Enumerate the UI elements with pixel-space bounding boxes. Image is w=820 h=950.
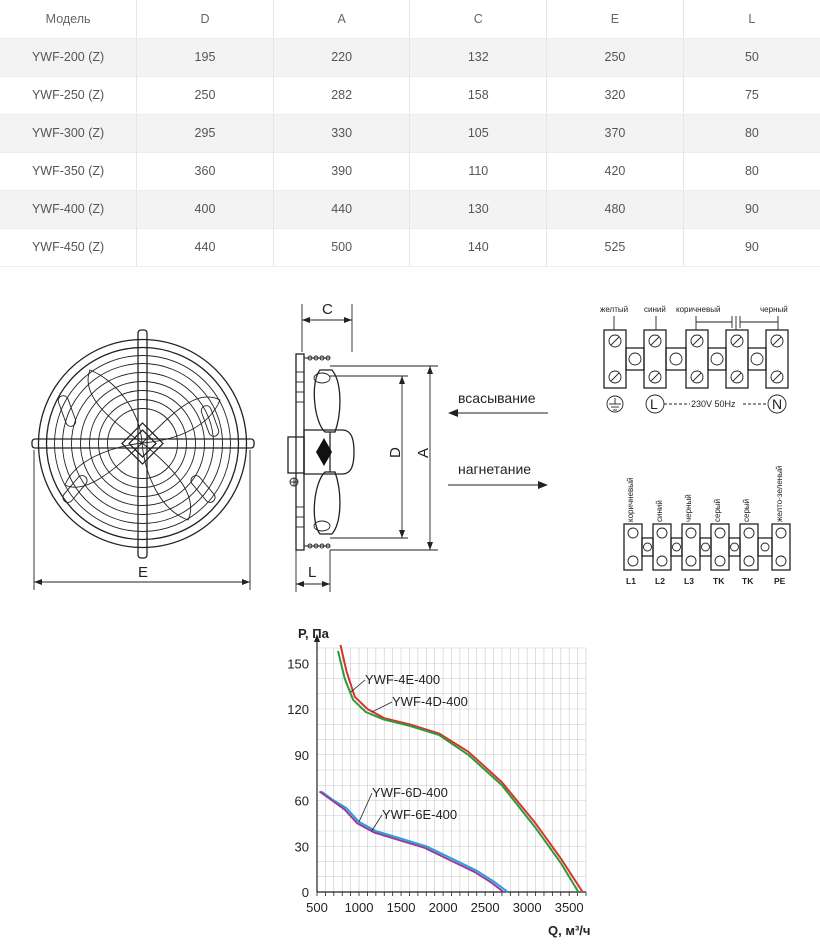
table-row <box>0 114 820 152</box>
y-tick-label: 120 <box>287 702 309 717</box>
cell-model: YWF-300 (Z) <box>0 114 137 152</box>
cell-model: YWF-200 (Z) <box>0 38 137 76</box>
cell-model: YWF-450 (Z) <box>0 228 137 266</box>
discharge-label: нагнетание <box>458 461 532 477</box>
table-row <box>0 152 820 190</box>
table-row <box>0 76 820 114</box>
cell-d: 195 <box>137 38 274 76</box>
cell-e: 320 <box>547 76 684 114</box>
y-tick-label: 30 <box>294 839 309 855</box>
cell-a: 282 <box>273 76 410 114</box>
series-label: YWF-6D-400 <box>372 785 448 800</box>
header-model: Модель <box>0 0 137 38</box>
series-label: YWF-6E-400 <box>382 807 458 822</box>
y-tick-label: 60 <box>294 793 309 809</box>
wire-label: желтый <box>600 305 629 314</box>
cell-l: 80 <box>683 114 820 152</box>
chart-grid <box>317 648 586 892</box>
terminal-label: TK <box>713 576 725 586</box>
y-tick-label: 0 <box>301 885 309 900</box>
series-label: YWF-4E-400 <box>365 672 441 687</box>
cell-d: 295 <box>137 114 274 152</box>
wire-label: желто-зеленый <box>775 465 784 522</box>
x-tick-label: 500 <box>306 900 328 915</box>
y-tick-label: 90 <box>294 747 309 763</box>
x-tick-label: 1000 <box>344 900 374 915</box>
dim-a-label: A <box>415 447 432 458</box>
cell-a: 440 <box>273 190 410 228</box>
terminal-label: L3 <box>684 576 694 586</box>
ground-icon <box>607 396 623 412</box>
wire-label: коричневый <box>626 477 635 522</box>
cell-c: 132 <box>410 38 547 76</box>
cell-e: 420 <box>547 152 684 190</box>
x-tick-label: 2500 <box>470 900 500 915</box>
cell-model: YWF-250 (Z) <box>0 76 137 114</box>
header-l: L <box>748 11 756 26</box>
dim-c-label: C <box>322 301 333 318</box>
cell-d: 360 <box>137 152 274 190</box>
cell-e: 480 <box>547 190 684 228</box>
cell-c: 130 <box>410 190 547 228</box>
cell-a: 500 <box>273 228 410 266</box>
terminal-label: L2 <box>655 576 665 586</box>
cell-l: 90 <box>683 190 820 228</box>
fan-front-view <box>20 325 270 595</box>
header-a: A <box>273 0 410 38</box>
series-leader-line <box>359 793 372 822</box>
y-tick-label: 150 <box>287 656 309 672</box>
voltage-label: 230V 50Hz <box>691 399 736 409</box>
wire-label: коричневый <box>676 305 721 314</box>
wire-label: синий <box>644 305 666 314</box>
x-tick-label: 2000 <box>428 900 458 915</box>
wire-label: синий <box>655 500 664 522</box>
cell-l: 50 <box>683 38 820 76</box>
cell-e: 525 <box>547 228 684 266</box>
header-e: E <box>547 0 684 38</box>
x-tick-label: 3000 <box>512 900 542 915</box>
flow-diagram <box>440 385 560 495</box>
cell-c: 140 <box>410 228 547 266</box>
cell-d: 440 <box>137 228 274 266</box>
cell-d: 400 <box>137 190 274 228</box>
series-line <box>338 651 578 892</box>
fan-side-view <box>280 292 450 597</box>
wire-label: черный <box>760 305 788 314</box>
cell-model: YWF-350 (Z) <box>0 152 137 190</box>
header-c: C <box>410 0 547 38</box>
wiring-single-phase <box>596 298 806 423</box>
cell-d: 250 <box>137 76 274 114</box>
x-axis-label: Q, м³/ч <box>548 923 591 938</box>
cell-model: YWF-400 (Z) <box>0 190 137 228</box>
table-row <box>0 190 820 228</box>
cell-a: 330 <box>273 114 410 152</box>
wire-label: серый <box>713 498 722 522</box>
series-leader-line <box>372 815 382 831</box>
terminal-label: PE <box>774 576 786 586</box>
suction-label: всасывание <box>458 390 536 406</box>
series-leader-line <box>372 702 392 712</box>
cell-l: 75 <box>683 76 820 114</box>
dim-l-label: L <box>308 564 317 581</box>
terminal-label: L1 <box>626 576 636 586</box>
cell-c: 158 <box>410 76 547 114</box>
cell-c: 110 <box>410 152 547 190</box>
x-tick-label: 1500 <box>386 900 416 915</box>
cell-e: 250 <box>547 38 684 76</box>
cell-l: 90 <box>683 228 820 266</box>
neutral-symbol: N <box>772 396 783 412</box>
x-tick-label: 3500 <box>554 900 584 915</box>
table-row <box>0 228 820 266</box>
performance-chart <box>0 620 820 945</box>
cell-a: 390 <box>273 152 410 190</box>
cell-l: 80 <box>683 152 820 190</box>
dim-d-label: D <box>387 447 404 458</box>
series-leader-line <box>351 680 365 692</box>
series-label: YWF-4D-400 <box>392 694 468 709</box>
table-header-row <box>0 0 820 38</box>
cell-a: 220 <box>273 38 410 76</box>
cell-c: 105 <box>410 114 547 152</box>
wire-label: серый <box>742 498 751 522</box>
wiring-three-phase <box>612 460 802 590</box>
cell-e: 370 <box>547 114 684 152</box>
terminal-label: TK <box>742 576 754 586</box>
dim-e-label: E <box>138 564 149 581</box>
line-symbol: L <box>650 396 658 412</box>
table-row <box>0 38 820 76</box>
spec-table <box>0 0 820 267</box>
y-axis-label: P, Па <box>298 626 329 641</box>
wire-label: черный <box>684 494 693 522</box>
header-d: D <box>137 0 274 38</box>
